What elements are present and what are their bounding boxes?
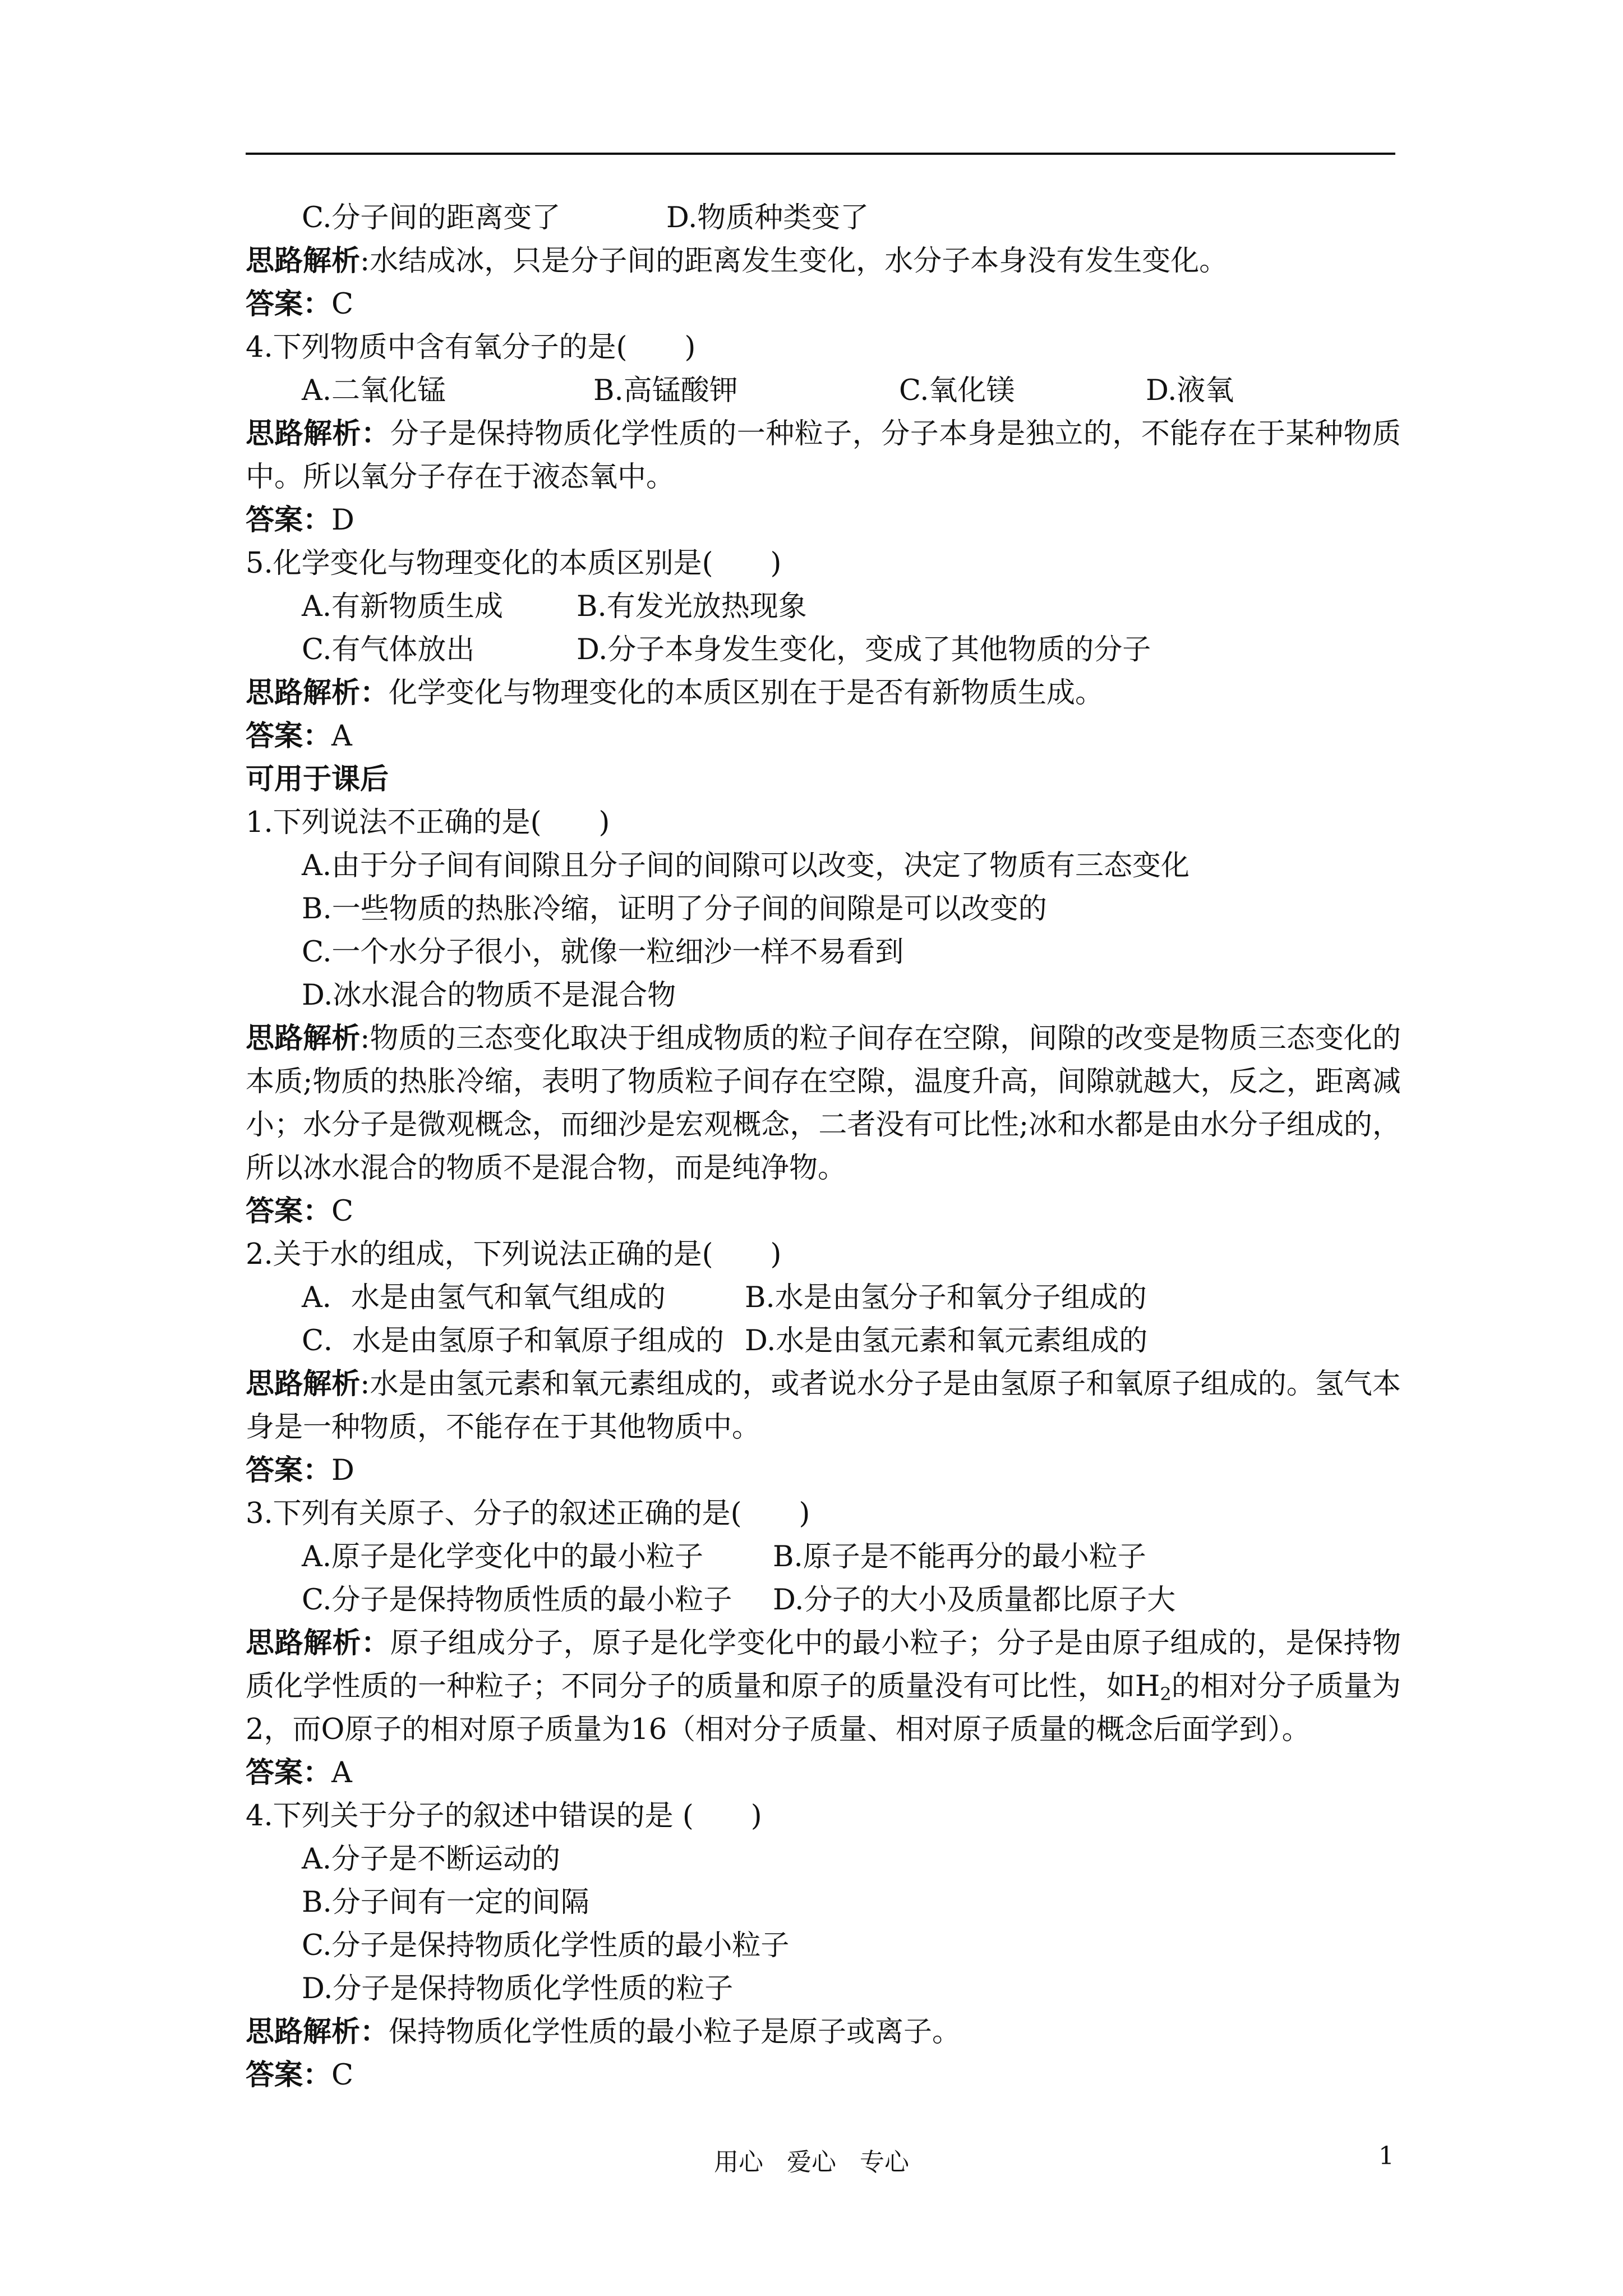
analysis-label: 思路解析 (246, 1022, 361, 1055)
option-a: A.二氧化锰 (302, 374, 446, 407)
analysis (246, 1363, 1401, 1449)
answer-label: 答案： (246, 503, 332, 537)
option-b: B.高锰酸钾 (593, 374, 738, 407)
options-row (246, 585, 1401, 628)
analysis-text: 分子是保持物质化学性质的一种粒子，分子本身是独立的，不能存在于某种物质中。所以氧分子存在于液态氧中。 (246, 417, 1401, 494)
option-b: B.一些物质的热胀冷缩，证明了分子间的间隙是可以改变的 (302, 892, 1047, 926)
analysis (246, 1017, 1401, 1190)
option-d: D.水是由氢元素和氧元素组成的 (745, 1324, 1148, 1358)
option-d: D.分子是保持物质化学性质的粒子 (302, 1972, 734, 2005)
answer-value: D (331, 1454, 354, 1487)
section-title: 可用于课后 (246, 762, 389, 796)
option-a: A．水是由氢气和氧气组成的 (302, 1281, 666, 1314)
analysis (246, 240, 1401, 283)
option-c: C．水是由氢原子和氧原子组成的 (302, 1324, 725, 1358)
option-c: C.有气体放出 (302, 633, 475, 666)
footer-motto: 用心 爱心 专心 (714, 2148, 909, 2177)
analysis-text: :物质的三态变化取决于组成物质的粒子间存在空隙，间隙的改变是物质三态变化的本质;物质的热胀冷缩，表明了物质粒子间存在空隙，温度升高，间隙就越大，反之，距离减小；水分子是微观概念，而细沙是宏观概念，二者没有可比性;冰和水都是由水分子组成的，所以冰水混合的物质不是混合物，而是纯净物。 (246, 1022, 1401, 1185)
answer (246, 499, 1401, 542)
analysis-label: 思路解析 (246, 244, 361, 278)
answer-value: C (331, 288, 354, 321)
answer (246, 283, 1401, 326)
answer-label: 答案： (246, 719, 332, 753)
question-stem: 4.下列关于分子的叙述中错误的是 ( ) (246, 1800, 762, 1833)
option-c: C.分子间的距离变了 (302, 201, 561, 234)
options-row (246, 1535, 1401, 1579)
option-a: A.由于分子间有间隙且分子间的间隙可以改变，决定了物质有三态变化 (302, 849, 1190, 882)
options-row (246, 369, 1401, 412)
option-c: C.一个水分子很小，就像一粒细沙一样不易看到 (302, 936, 904, 969)
answer (246, 1751, 1401, 1795)
analysis-label: 思路解析： (246, 2015, 389, 2049)
analysis-label: 思路解析： (246, 1626, 390, 1660)
analysis-text: :水结成冰，只是分子间的距离发生变化，水分子本身没有发生变化。 (360, 245, 1228, 278)
analysis-text: 保持物质化学性质的最小粒子是原子或离子。 (389, 2016, 961, 2049)
page-number: 1 (1378, 2142, 1394, 2170)
answer-value: A (331, 1756, 352, 1789)
analysis-text: 化学变化与物理变化的本质区别在于是否有新物质生成。 (389, 677, 1104, 710)
question-stem: 4.下列物质中含有氧分子的是( ) (246, 331, 696, 364)
options-row (246, 196, 1401, 240)
options-row (246, 1276, 1401, 1319)
option-c: C.分子是保持物质性质的最小粒子 (302, 1584, 732, 1617)
answer (246, 2054, 1401, 2097)
analysis-label: 思路解析： (246, 676, 389, 710)
option-d: D.物质种类变了 (666, 201, 869, 234)
answer-label: 答案： (246, 1194, 332, 1228)
option-a: A.原子是化学变化中的最小粒子 (302, 1540, 704, 1573)
question-stem: 3.下列有关原子、分子的叙述正确的是( ) (246, 1497, 810, 1530)
analysis-text: 原子组成分子，原子是化学变化中的最小粒子；分子是由原子组成的，是保持物质化学性质的一种粒子；不同分子的质量和原子的质量没有可比性，如H (246, 1627, 1401, 1703)
option-a: A.分子是不断运动的 (302, 1843, 561, 1876)
option-c: C.分子是保持物质化学性质的最小粒子 (302, 1929, 790, 1962)
analysis (246, 412, 1401, 499)
option-b: B.原子是不能再分的最小粒子 (773, 1540, 1146, 1573)
document-body (246, 196, 1401, 2097)
subscript: 2 (1160, 1683, 1172, 1705)
analysis-text-continued: 的相对分子质量为2，而O原子的相对原子质量为16（相对分子质量、相对原子质量的概念后面学到）。 (246, 1670, 1401, 1746)
analysis (246, 1622, 1401, 1751)
option-d: D.冰水混合的物质不是混合物 (302, 979, 676, 1012)
analysis (246, 2010, 1401, 2054)
analysis (246, 671, 1401, 715)
answer-label: 答案： (246, 1453, 332, 1487)
options-row (246, 628, 1401, 671)
answer-value: D (331, 504, 354, 537)
analysis-text: :水是由氢元素和氧元素组成的，或者说水分子是由氢原子和氧原子组成的。氢气本身是一种物质，不能存在于其他物质中。 (246, 1368, 1401, 1444)
analysis-label: 思路解析： (246, 417, 390, 450)
option-b: B.有发光放热现象 (577, 590, 807, 623)
answer-value: C (331, 2059, 354, 2092)
option-b: B.分子间有一定的间隔 (302, 1886, 589, 1919)
header-rule (246, 153, 1395, 155)
option-c: C.氧化镁 (899, 374, 1015, 407)
answer (246, 1190, 1401, 1233)
question-stem: 5.化学变化与物理变化的本质区别是( ) (246, 547, 782, 580)
option-d: D.分子本身发生变化，变成了其他物质的分子 (577, 633, 1151, 666)
answer (246, 1449, 1401, 1492)
answer-label: 答案： (246, 1756, 332, 1789)
question-stem: 2.关于水的组成，下列说法正确的是( ) (246, 1238, 782, 1271)
answer-label: 答案： (246, 287, 332, 321)
option-d: D.分子的大小及质量都比原子大 (773, 1584, 1176, 1617)
options-row (246, 1319, 1401, 1363)
answer (246, 715, 1401, 758)
answer-value: A (331, 720, 352, 753)
option-a: A.有新物质生成 (302, 590, 504, 623)
analysis-label: 思路解析 (246, 1367, 361, 1401)
answer-value: C (331, 1195, 354, 1228)
answer-label: 答案： (246, 2058, 332, 2092)
option-b: B.水是由氢分子和氧分子组成的 (745, 1281, 1147, 1314)
option-d: D.液氧 (1146, 374, 1234, 407)
options-row (246, 1579, 1401, 1622)
question-stem: 1.下列说法不正确的是( ) (246, 806, 610, 839)
